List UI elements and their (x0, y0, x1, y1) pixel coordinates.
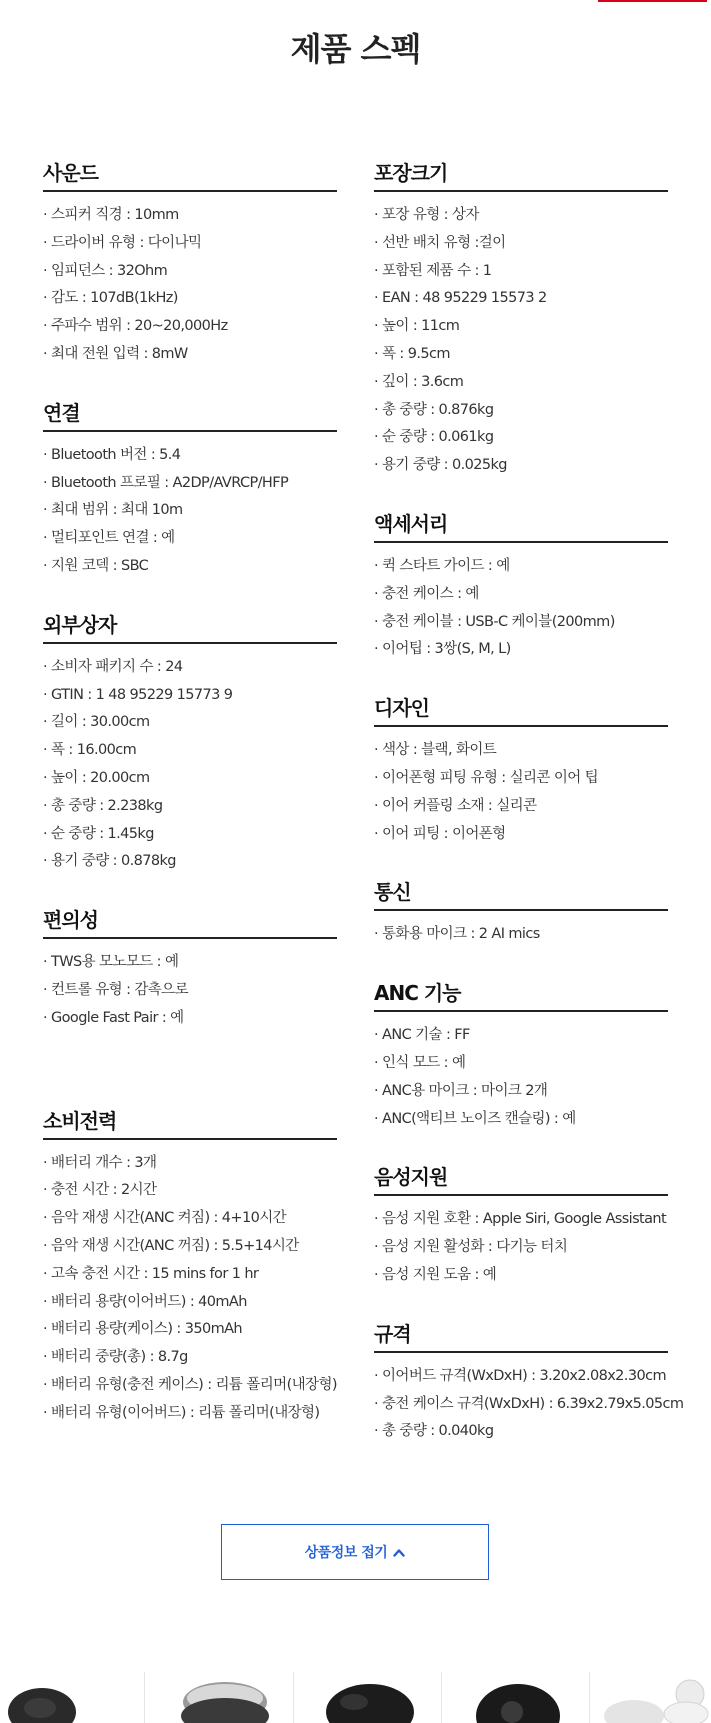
spec-item: · 음성 지원 도움 : 예 (374, 1266, 497, 1283)
spec-item: · 배터리 유형(이어버드) : 리튬 폴리머(내장형) (43, 1404, 320, 1421)
earbud-black-front-thumbnail[interactable] (442, 1672, 589, 1723)
section-title: 통신 (374, 877, 668, 911)
spec-item: · Bluetooth 프로필 : A2DP/AVRCP/HFP (43, 474, 289, 491)
spec-item: · Google Fast Pair : 예 (43, 1009, 184, 1026)
spec-section-package-size (374, 158, 668, 480)
spec-item: · 포함된 제품 수 : 1 (374, 262, 492, 279)
spec-item: · 임피던스 : 32Ohm (43, 262, 168, 279)
spec-section-convenience (43, 905, 337, 1032)
spec-item: · Bluetooth 버전 : 5.4 (43, 446, 181, 463)
spec-item: · 폭 : 9.5cm (374, 345, 450, 362)
section-title: 규격 (374, 1319, 668, 1353)
spec-section-sound (43, 158, 337, 369)
spec-item: · 충전 케이블 : USB-C 케이블(200mm) (374, 613, 615, 630)
spec-item: · 충전 케이스 : 예 (374, 585, 479, 602)
spec-section-accessories (374, 509, 668, 664)
charging-case-open-thumbnail[interactable] (145, 1672, 293, 1723)
spec-item: · 퀵 스타트 가이드 : 예 (374, 557, 510, 574)
earbud-side-icon (294, 1672, 441, 1723)
page-title: 제품 스펙 (290, 30, 421, 68)
chevron-up-icon (393, 1548, 405, 1557)
spec-item: · 이어 피팅 : 이어폰형 (374, 825, 506, 842)
spec-item: · 통화용 마이크 : 2 AI mics (374, 926, 540, 943)
spec-item: · 이어팁 : 3쌍(S, M, L) (374, 641, 511, 658)
spec-item: · 선반 배치 유형 :걸이 (374, 234, 506, 251)
spec-item: · 이어폰형 피팅 유형 : 실리콘 이어 팁 (374, 769, 599, 786)
earbuds-black-thumbnail[interactable] (0, 1672, 144, 1723)
section-title: 편의성 (43, 905, 337, 939)
charging-case-icon (145, 1672, 293, 1723)
section-title: 디자인 (374, 693, 668, 727)
spec-section-outer-box (43, 610, 337, 876)
spec-item: · 높이 : 20.00cm (43, 769, 150, 786)
spec-section-connection (43, 398, 337, 581)
spec-item: · 총 중량 : 0.040kg (374, 1423, 494, 1440)
earbud-front-icon (442, 1672, 589, 1723)
section-title: 연결 (43, 398, 337, 432)
spec-item: · 주파수 범위 : 20~20,000Hz (43, 318, 228, 335)
spec-item: · 지원 코덱 : SBC (43, 557, 149, 574)
spec-item: · 용기 중량 : 0.025kg (374, 457, 507, 474)
collapse-product-info-button[interactable] (221, 1524, 489, 1580)
spec-item: · 이어버드 규격(WxDxH) : 3.20x2.08x2.30cm (374, 1367, 666, 1384)
section-title: 외부상자 (43, 610, 337, 644)
section-title: ANC 기능 (374, 978, 668, 1012)
spec-item: · 길이 : 30.00cm (43, 714, 150, 731)
spec-column-right (374, 158, 684, 1446)
earbuds-black-icon (0, 1672, 144, 1723)
spec-section-communication (374, 877, 668, 949)
spec-section-voice-assistant (374, 1162, 668, 1289)
section-title: 소비전력 (43, 1106, 337, 1140)
spec-item: · 멀티포인트 연결 : 예 (43, 530, 175, 547)
spec-item: · 순 중량 : 0.061kg (374, 429, 494, 446)
spec-item: · 컨트롤 유형 : 감촉으로 (43, 981, 188, 998)
earbuds-white-thumbnail[interactable] (590, 1672, 711, 1723)
spec-section-anc (374, 978, 668, 1133)
spec-item: · 총 중량 : 0.876kg (374, 401, 494, 418)
spec-item: · 배터리 중량(총) : 8.7g (43, 1349, 188, 1366)
spec-item: · 고속 충전 시간 : 15 mins for 1 hr (43, 1265, 259, 1282)
section-title: 사운드 (43, 158, 337, 192)
spec-item: · 배터리 용량(케이스) : 350mAh (43, 1321, 243, 1338)
spec-item: · 음성 지원 활성화 : 다기능 터치 (374, 1239, 568, 1256)
spec-section-design (374, 693, 668, 848)
spec-item: · ANC(액티브 노이즈 캔슬링) : 예 (374, 1110, 576, 1127)
spec-item: · 최대 범위 : 최대 10m (43, 502, 183, 519)
section-title: 액세서리 (374, 509, 668, 543)
spec-item: · 배터리 유형(충전 케이스) : 리튬 폴리머(내장형) (43, 1376, 337, 1393)
spec-item: · ANC 기술 : FF (374, 1027, 470, 1044)
spec-item: · 음성 지원 호환 : Apple Siri, Google Assistant (374, 1211, 667, 1228)
spec-item: · GTIN : 1 48 95229 15773 9 (43, 686, 233, 703)
spec-item: · 최대 전원 입력 : 8mW (43, 345, 188, 362)
spec-item: · EAN : 48 95229 15573 2 (374, 290, 547, 307)
spec-item: · 높이 : 11cm (374, 318, 460, 335)
spec-item: · 색상 : 블랙, 화이트 (374, 742, 497, 759)
spec-item: · 소비자 패키지 수 : 24 (43, 658, 183, 675)
spec-item: · 용기 중량 : 0.878kg (43, 853, 176, 870)
section-title: 포장크기 (374, 158, 668, 192)
section-title: 음성지원 (374, 1162, 668, 1196)
spec-item: · ANC용 마이크 : 마이크 2개 (374, 1082, 548, 1099)
spec-item: · 감도 : 107dB(1kHz) (43, 290, 178, 307)
earbuds-white-icon (590, 1672, 711, 1723)
earbud-black-side-thumbnail[interactable] (294, 1672, 441, 1723)
spec-item: · 인식 모드 : 예 (374, 1054, 466, 1071)
spec-section-power (43, 1106, 337, 1428)
spec-item: · 음악 재생 시간(ANC 켜짐) : 4+10시간 (43, 1210, 287, 1227)
spec-item: · 이어 커플링 소재 : 실리콘 (374, 797, 537, 814)
spec-item: · 배터리 개수 : 3개 (43, 1154, 157, 1171)
spec-item: · 순 중량 : 1.45kg (43, 825, 154, 842)
spec-item: · 배터리 용량(이어버드) : 40mAh (43, 1293, 247, 1310)
spec-item: · 음악 재생 시간(ANC 꺼짐) : 5.5+14시간 (43, 1237, 299, 1254)
spec-item: · 드라이버 유형 : 다이나믹 (43, 234, 202, 251)
spec-item: · 폭 : 16.00cm (43, 742, 137, 759)
top-accent-bar (598, 0, 707, 2)
spec-item: · 깊이 : 3.6cm (374, 373, 464, 390)
spec-item: · 총 중량 : 2.238kg (43, 797, 163, 814)
product-thumbnail-strip (0, 1672, 711, 1723)
spec-item: · 충전 시간 : 2시간 (43, 1182, 157, 1199)
spec-item: · 충전 케이스 규격(WxDxH) : 6.39x2.79x5.05cm (374, 1395, 684, 1412)
spec-item: · 스피커 직경 : 10mm (43, 207, 179, 223)
spec-item: · 포장 유형 : 상자 (374, 207, 479, 223)
spec-section-dimensions (374, 1319, 684, 1446)
collapse-button-label: 상품정보 접기 (304, 1545, 388, 1561)
spec-column-left (43, 158, 337, 1428)
spec-item: · TWS용 모노모드 : 예 (43, 954, 179, 971)
